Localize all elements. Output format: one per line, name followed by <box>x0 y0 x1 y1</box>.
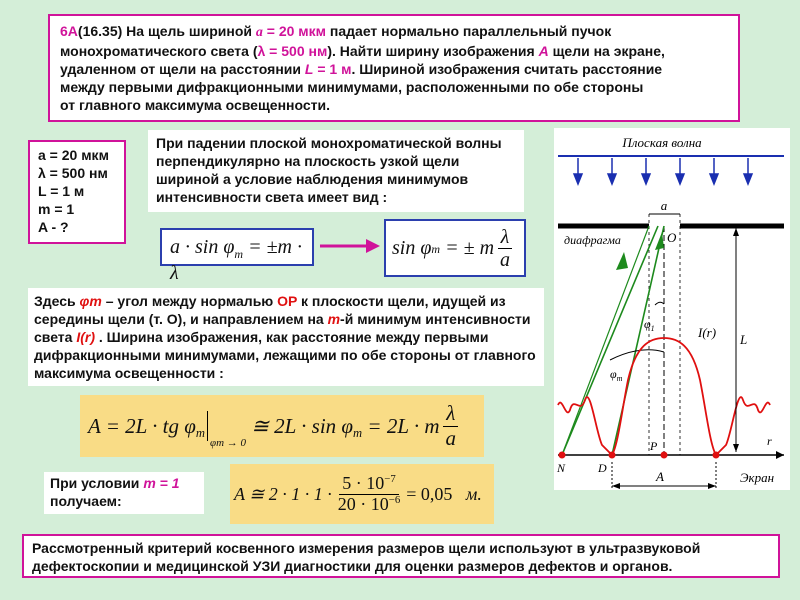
formula-image-width: A = 2L · tg φ $_m$ $_{\varphi m \to 0}$ ≅ 2L · sin φ $_m$ = 2L · m $\frac{\lambda}{a}$ <box>80 395 484 457</box>
problem-text: щели на экране, <box>548 43 665 59</box>
symbol-phi-m: φm <box>79 293 102 309</box>
problem-text: . Шириной изображения считать расстояние <box>351 61 663 77</box>
point-D: D <box>598 461 607 475</box>
formula3-den: a <box>445 425 457 450</box>
symbol-I-r: I(r) <box>76 329 96 345</box>
formula2-m: m <box>479 236 495 259</box>
given-lambda: λ = 500 нм <box>38 165 108 181</box>
symbol-OP: OP <box>277 293 298 309</box>
formula4-den: 20 · 10 <box>337 493 389 514</box>
ray-m-minimum <box>562 226 658 455</box>
symbol-a: a <box>255 25 263 40</box>
wave-label: Плоская волна <box>622 135 702 150</box>
value-lambda: λ = 500 нм <box>257 43 328 59</box>
formula3-fraction <box>443 402 460 449</box>
formula4-unit: м. <box>465 483 482 504</box>
symbol-A: A <box>538 43 549 59</box>
formula1-sub: m <box>234 247 244 261</box>
explanation-part: к плоскости щели, идущей из середины щели (т. O), и направлением на <box>34 293 506 327</box>
formula4-fraction <box>335 474 404 515</box>
formula2-den: a <box>500 248 511 271</box>
formula4-den-exp: −6 <box>388 493 401 506</box>
diaphragm-label: диафрагма <box>564 233 621 247</box>
formula1-lhs: a · sin φ <box>170 236 235 258</box>
problem-text: монохроматического света ( <box>60 43 258 59</box>
formula3-num: λ <box>443 402 458 426</box>
given-box <box>28 140 126 244</box>
m1-condition-text <box>44 472 204 514</box>
formula2-eq: = ± <box>445 236 475 259</box>
arrow-icon <box>318 236 382 256</box>
condition-text: При падении плоской монохроматической волны перпендикулярно на плоскость узкой щели шириной a условие наблюдения минимумов интенсивности света имеет вид : <box>148 130 524 212</box>
intensity-label: I(r) <box>698 325 717 340</box>
formula4-rhs: = 0,05 <box>406 483 453 504</box>
formula-sin-phi <box>384 219 526 277</box>
problem-box <box>48 14 740 122</box>
explanation-part: . Ширина изображения, как расстояние между первыми дифракционными минимумами, лежащими по обе стороны от главного максимума освещенности : <box>34 329 536 381</box>
given-L: L = 1 м <box>38 183 85 199</box>
explanation-part: – угол между нормалью <box>101 293 278 309</box>
formula1-rhs: = ±m · λ <box>170 236 302 284</box>
explanation-text <box>28 288 544 386</box>
explanation-part: Здесь <box>34 293 80 309</box>
given-a: a = 20 мкм <box>38 147 109 163</box>
ray-first-minimum <box>612 226 664 455</box>
conclusion-text: Рассмотренный критерий косвенного измерения размеров щели используют в ультразвуковой дефектоскопии и медицинской УЗИ диагностики для оценки размеров дефектов и органов. <box>22 534 780 578</box>
problem-text: от главного максимума освещенности. <box>60 97 330 113</box>
formula2-lhs: sin φ <box>392 236 432 259</box>
given-m: m = 1 <box>38 201 75 217</box>
value-L: = 1 м <box>313 61 352 77</box>
formula3-part-a: A = 2L · tg φ <box>88 413 196 438</box>
screen-label: Экран <box>740 470 775 485</box>
problem-number: 6А <box>60 23 78 39</box>
formula2-sub: m <box>431 242 441 256</box>
value-a: = 20 мкм <box>262 23 327 39</box>
formula4-num: 5 · 10 <box>342 472 385 493</box>
symbol-L: L <box>304 61 314 77</box>
problem-text: ). Найти ширину изображения <box>327 43 539 59</box>
width-A-label: A <box>656 469 664 484</box>
problem-text: На щель шириной <box>122 23 256 39</box>
formula2-num: λ <box>498 226 513 249</box>
problem-text: удаленном от щели на расстоянии <box>60 61 305 77</box>
formula4-lhs: A ≅ 2 · 1 · 1 · <box>234 483 332 504</box>
formula4-num-exp: −7 <box>384 472 396 485</box>
wave-arrows <box>574 158 752 184</box>
point-O: O <box>667 230 677 245</box>
formula-minimum-condition <box>160 228 314 284</box>
distance-L-label: L <box>740 332 748 347</box>
problem-text: падает нормально параллельный пучок <box>326 23 612 39</box>
symbol-m: m <box>327 311 341 327</box>
problem-ref: (16.35) <box>77 23 123 39</box>
formula2-fraction <box>497 226 513 271</box>
r-axis-label: r <box>767 434 772 448</box>
m1-text: При условии <box>50 475 144 491</box>
formula3-part-d: = 2L · m <box>367 413 440 438</box>
m1-value: m = 1 <box>143 475 180 491</box>
phim-label: $\varphi_m$ <box>610 367 623 383</box>
point-P: P <box>650 439 658 453</box>
m1-text: получаем: <box>50 493 122 509</box>
given-unknown: A - ? <box>38 219 69 235</box>
diffraction-diagram <box>554 128 790 490</box>
phi1-label: $\varphi_1$ <box>644 317 655 333</box>
formula3-limit: φm → 0 <box>209 437 247 449</box>
problem-text: между первыми дифракционными минимумами, расположенными по обе стороны <box>60 79 644 95</box>
explanation-part: -й минимум интенсивности света <box>34 311 531 345</box>
point-N: N <box>557 461 566 475</box>
slit-width-label: a <box>660 198 668 213</box>
formula3-part-c: ≅ 2L · sin φ <box>251 413 354 438</box>
formula-result <box>230 464 494 524</box>
